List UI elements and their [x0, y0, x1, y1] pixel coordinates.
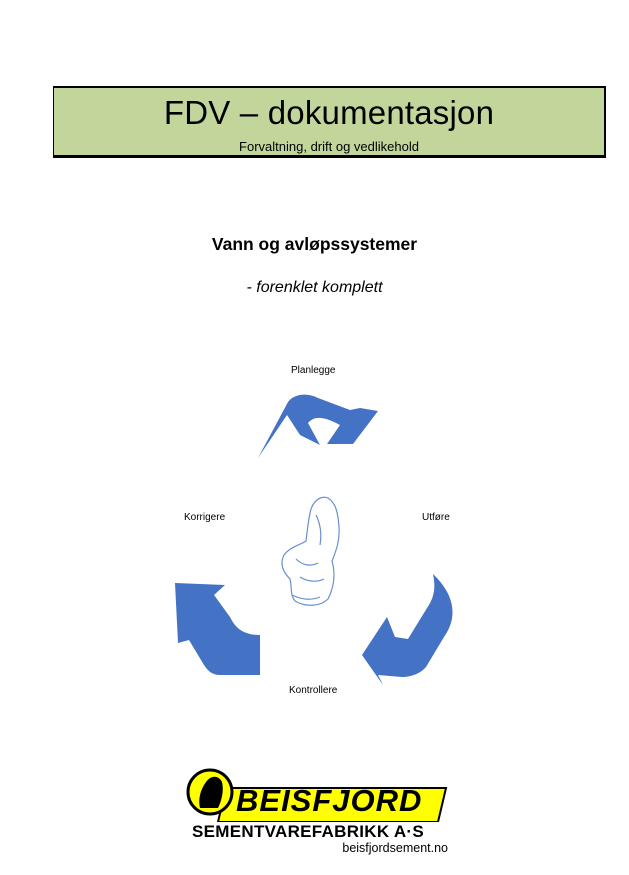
pdca-cycle-diagram	[150, 355, 480, 705]
cycle-arrow-left	[175, 583, 260, 675]
banner-title: FDV – dokumentasjon	[163, 94, 495, 131]
cycle-label-korrigere: Korrigere	[184, 512, 226, 523]
header-banner	[53, 86, 606, 158]
logo-brand-text: BEISFJORD	[236, 783, 423, 818]
cycle-label-kontrollere: Kontrollere	[289, 685, 338, 696]
cycle-label-planlegge: Planlegge	[291, 365, 336, 376]
logo-company-name: SEMENTVAREFABRIKK A·S	[192, 822, 425, 841]
cycle-arrows	[150, 355, 480, 705]
logo-website: beisfjordsement.no	[342, 841, 448, 855]
beisfjord-logo	[186, 760, 448, 860]
stone-figure-icon	[282, 497, 339, 605]
cycle-arrow-right	[362, 574, 453, 685]
document-subtitle: - forenklet komplett	[246, 279, 383, 296]
banner-subtitle: Forvaltning, drift og vedlikehold	[239, 139, 419, 154]
cycle-arrow-top	[258, 395, 378, 458]
document-title: Vann og avløpssystemer	[211, 234, 418, 254]
cycle-label-utfore: Utføre	[422, 512, 450, 523]
